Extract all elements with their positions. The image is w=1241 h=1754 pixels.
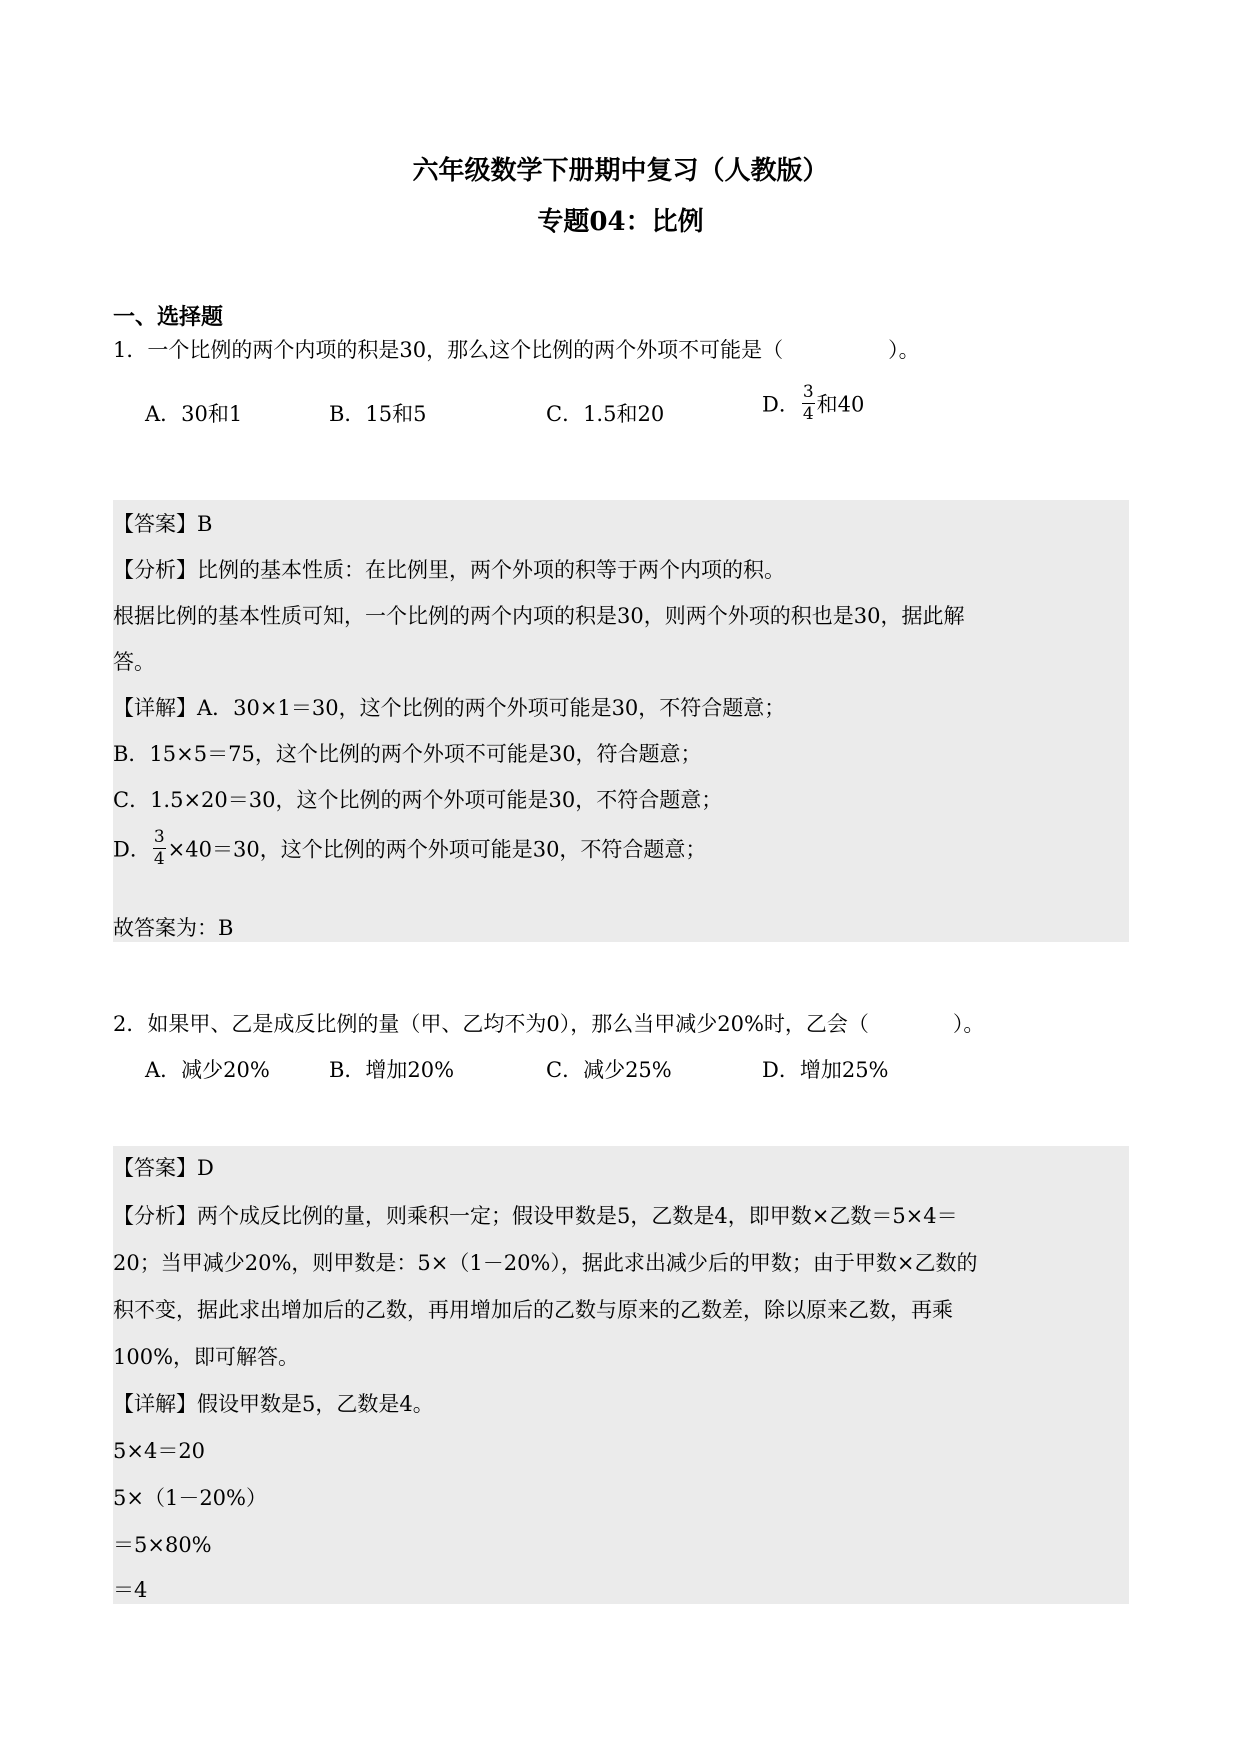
section-title: 一、选择题 xyxy=(113,304,224,330)
q2-analysis-line: 100%，即可解答。 xyxy=(113,1345,300,1369)
q1-option-d-text: 和40 xyxy=(816,392,865,417)
q2-detail-line: ＝5×80% xyxy=(113,1533,212,1557)
q2-detail-line: ＝4 xyxy=(113,1578,148,1602)
q1-detail-d-text: ×40＝30，这个比例的两个外项可能是30，不符合题意； xyxy=(167,837,707,862)
q2-detail-line: 5×（1－20%） xyxy=(113,1486,267,1510)
q2-option-c: C．减少25% xyxy=(546,1058,672,1082)
q1-detail-line: 【详解】A．30×1＝30，这个比例的两个外项可能是30，不符合题意； xyxy=(113,696,786,720)
q2-answer-panel xyxy=(113,1146,1129,1604)
q2-analysis-line: 20；当甲减少20%，则甲数是：5×（1－20%），据此求出减少后的甲数；由于甲数×乙数的 xyxy=(113,1251,978,1275)
page-subtitle: 专题04：比例 xyxy=(537,207,704,237)
q1-stem: 1．一个比例的两个内项的积是30，那么这个比例的两个外项不可能是（ ）。 xyxy=(113,338,920,362)
q2-detail-line: 【详解】假设甲数是5，乙数是4。 xyxy=(113,1392,434,1416)
q1-option-d-fraction xyxy=(802,384,815,423)
q1-answer: 【答案】B xyxy=(113,512,213,536)
q1-analysis-line: 【分析】比例的基本性质：在比例里，两个外项的积等于两个内项的积。 xyxy=(113,558,785,582)
q1-option-d-label: D． xyxy=(762,392,800,417)
q2-option-b: B．增加20% xyxy=(329,1058,455,1082)
page-title: 六年级数学下册期中复习（人教版） xyxy=(412,156,829,186)
q1-analysis-line: 答。 xyxy=(113,650,155,674)
fraction-numerator: 3 xyxy=(153,827,165,847)
q1-detail-line: C．1.5×20＝30，这个比例的两个外项可能是30，不符合题意； xyxy=(113,788,723,812)
q2-analysis-line: 积不变，据此求出增加后的乙数，再用增加后的乙数与原来的乙数差，除以原来乙数，再乘 xyxy=(113,1298,953,1322)
fraction-denominator: 4 xyxy=(802,404,814,424)
q2-stem: 2．如果甲、乙是成反比例的量（甲、乙均不为0），那么当甲减少20%时，乙会（ ）。 xyxy=(113,1012,985,1036)
q2-option-d: D．增加25% xyxy=(762,1058,889,1082)
fraction-numerator: 3 xyxy=(802,382,814,402)
fraction-denominator: 4 xyxy=(153,849,165,869)
q1-option-d xyxy=(762,384,864,423)
q2-analysis-line: 【分析】两个成反比例的量，则乘积一定；假设甲数是5，乙数是4，即甲数×乙数＝5×4＝ xyxy=(113,1204,958,1228)
q1-detail-line: B．15×5＝75，这个比例的两个外项不可能是30，符合题意； xyxy=(113,742,702,766)
q1-detail-d-prefix: D． xyxy=(113,837,151,862)
q2-option-a: A．减少20% xyxy=(145,1058,270,1082)
q1-detail-d-fraction xyxy=(153,829,166,868)
q2-detail-line: 5×4＝20 xyxy=(113,1439,206,1463)
q1-detail-line-d xyxy=(113,829,706,868)
q1-option-c: C．1.5和20 xyxy=(546,402,665,426)
q2-answer: 【答案】D xyxy=(113,1156,214,1180)
q1-answer-panel xyxy=(113,500,1129,942)
q1-analysis-line: 根据比例的基本性质可知，一个比例的两个内项的积是30，则两个外项的积也是30，据此解 xyxy=(113,604,965,628)
q1-option-b: B．15和5 xyxy=(329,402,427,426)
q1-option-a: A．30和1 xyxy=(145,402,243,426)
q1-conclusion: 故答案为：B xyxy=(113,916,234,940)
